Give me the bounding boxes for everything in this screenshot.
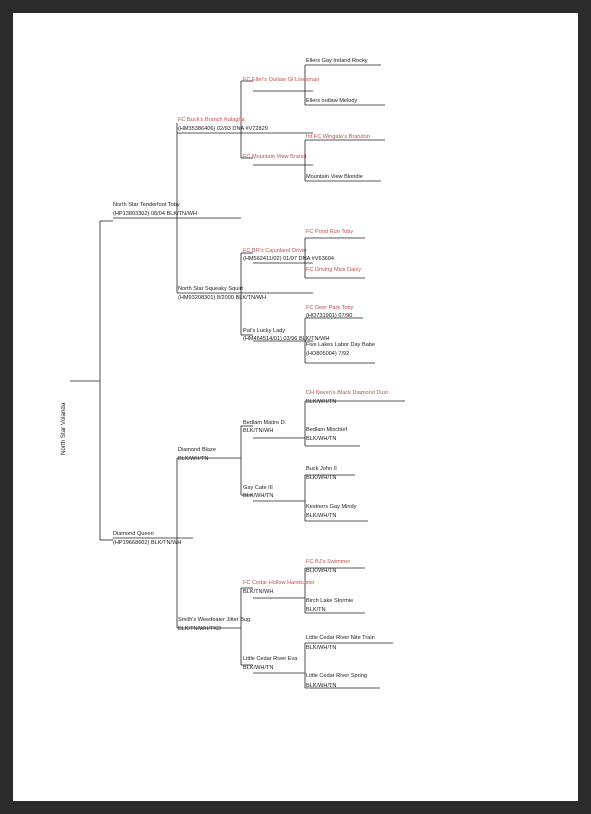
- gggs-7-detail: (HO731901) 07/90: [306, 313, 353, 319]
- ggd-3-name: FC Cedar Hollow Harebuster: [243, 580, 315, 586]
- gs-sire-detail: (HM35386406) 02/93 DNA #V72829: [178, 126, 268, 132]
- ggs-3-name: FC BR's Cajunland Driver: [243, 248, 307, 254]
- gggs-8-detail: (HO805004) 7/92: [306, 351, 350, 357]
- gd-sire-name: Diamond Blaze: [178, 447, 216, 453]
- gggd-2-detail: BLK/WH/TN: [306, 436, 337, 442]
- gs-dam-detail: (HM93208301) 8/2000 BLK/TN/WH: [178, 295, 266, 301]
- gggd-2-name: Bedlam Mischief: [306, 427, 348, 433]
- gggd-1-detail: BLK/WH/TN: [306, 399, 337, 405]
- gggd-8-detail: BLK/WH/TN: [306, 683, 337, 689]
- sire-detail: (HP13803302) 08/04 BLK/TN/WH: [113, 211, 197, 217]
- gggd-5-name: FC BJ's Swimmer: [306, 559, 351, 565]
- gggs-4-name: Mountain View Blondie: [306, 174, 363, 180]
- ggd-3-detail: BLK/TN/WH: [243, 589, 274, 595]
- ggd-1-detail: BLK/TN/WH: [243, 428, 274, 434]
- gggd-7-detail: BLK/WH/TN: [306, 645, 337, 651]
- gggs-8-name: Five Lakes Labor Day Babe: [306, 342, 376, 348]
- dam-name: Diamond Queen: [113, 531, 154, 537]
- ggd-1-name: Bedlam Maitre D.: [243, 420, 287, 426]
- ggs-1-name: FC Eller's Outlaw GI Linesman: [243, 77, 320, 83]
- gggs-1-name: Ellers Gay Ireland Rocky: [306, 58, 368, 64]
- pedigree-page: [13, 13, 578, 801]
- ggd-4-detail: BLK/WH/TN: [243, 665, 274, 671]
- gggd-6-detail: BLK/TN: [306, 607, 326, 613]
- gggs-5-name: FC Pond Run Toby: [306, 229, 354, 235]
- gggs-7-name: FC Deer Park Toby: [306, 305, 354, 311]
- gggd-5-detail: BLK/WH/TN: [306, 568, 337, 574]
- ggd-4-name: Little Cedar River Eva: [243, 656, 298, 662]
- ggd-2-detail: BLK/WH/TN: [243, 493, 274, 499]
- gggd-4-name: Kestners Gay Mindy: [306, 504, 357, 510]
- sire-name: North Star Tenderfoot Toby: [113, 202, 180, 208]
- ggs-4-name: Pat's Lucky Lady: [243, 328, 286, 334]
- gs-sire-name: FC Buck's Branch Kalagha: [178, 117, 245, 123]
- gd-sire-detail: BLK/WH/TN: [178, 456, 209, 462]
- subject-name: North Star Volanda: [60, 402, 67, 455]
- gggd-8-name: Little Cedar River Spring: [306, 673, 367, 679]
- ggd-2-name: Gay Cate III: [243, 485, 273, 491]
- ggs-3-detail: (HM562411/02) 01/97 DNA #V63604: [243, 256, 335, 262]
- gggd-7-name: Little Cedar River Nite Train: [306, 635, 375, 641]
- gggs-2-name: Ellers outlaw Melody: [306, 98, 358, 104]
- gd-dam-detail: BLK/TN/WH/TKD: [178, 626, 222, 632]
- gggs-6-name: FC Driving Miss Daisy: [306, 267, 362, 273]
- gs-dam-name: North Star Squeaky Squirt: [178, 286, 243, 292]
- gggs-3-name: Int FC Wingate's Brandon: [306, 134, 370, 140]
- gggd-4-detail: BLK/WH/TN: [306, 513, 337, 519]
- ggs-4-detail: (HM464514/01) 03/96 BLK/TN/WH: [243, 336, 330, 342]
- gggd-3-detail: BLK/WH/TN: [306, 475, 337, 481]
- ggs-2-name: FC Mountain View Brandi: [243, 154, 307, 160]
- gggd-6-name: Birch Lake Stormie: [306, 598, 354, 604]
- dam-detail: (HP19668602) BLK/TN/WH: [113, 540, 182, 546]
- gggd-1-name: CH Naven's Black Diamond Dust: [306, 390, 388, 396]
- gd-dam-name: Smith's Weedeater Jitter Bug: [178, 617, 251, 623]
- pedigree-bracket-lines: [13, 13, 578, 801]
- gggd-3-name: Buck John II: [306, 466, 337, 472]
